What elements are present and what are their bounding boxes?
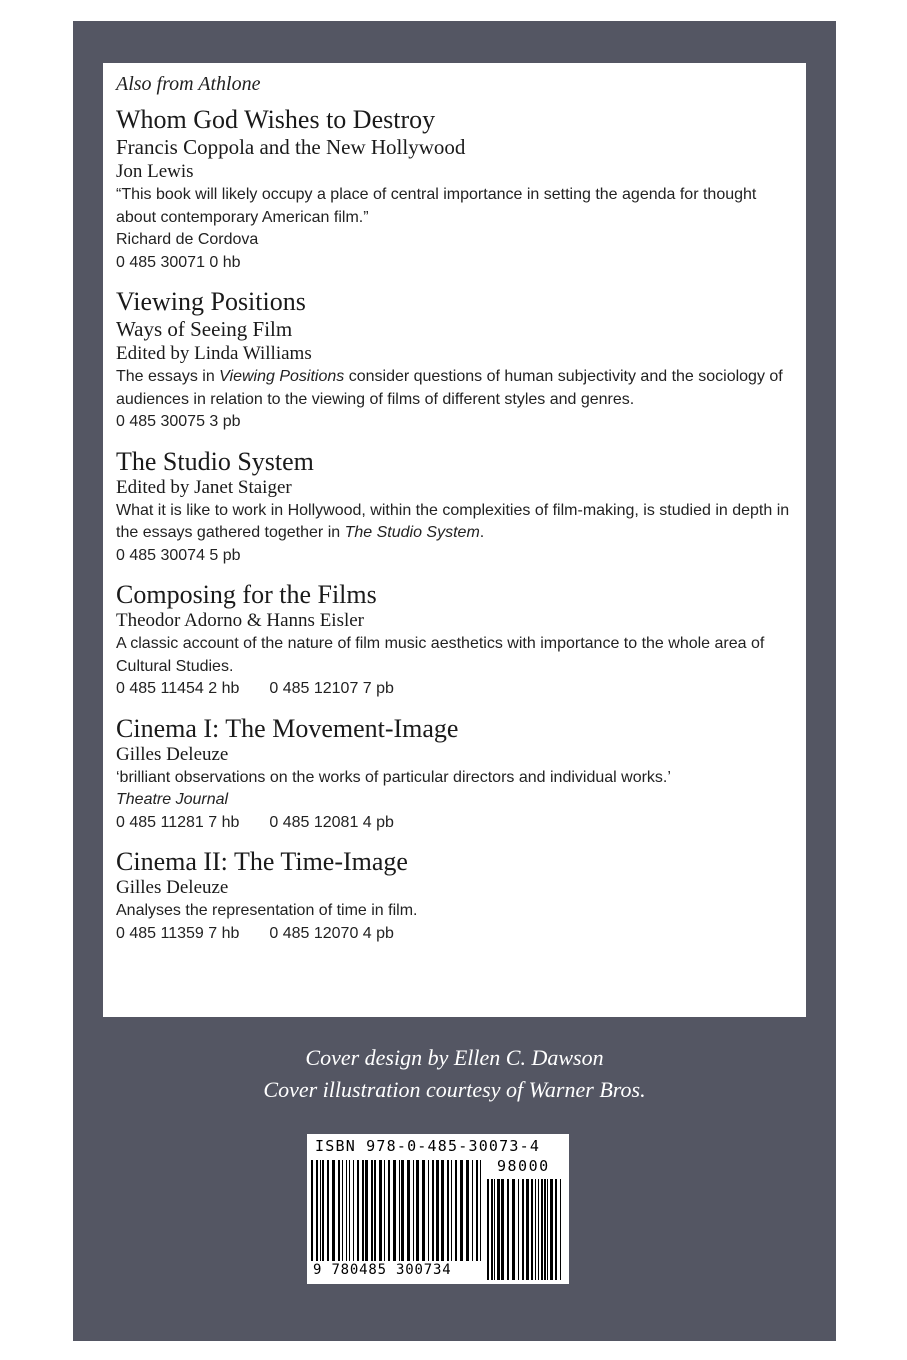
- barcode-bar: [531, 1179, 533, 1280]
- barcode-bar: [507, 1179, 509, 1280]
- barcode-bar: [535, 1179, 536, 1280]
- book-isbn: 0 485 30074 5 pb: [116, 546, 241, 564]
- barcode-bar: [480, 1160, 481, 1261]
- barcode-bar: [362, 1160, 364, 1261]
- barcode-bar: [320, 1160, 321, 1261]
- barcode-bar: [512, 1179, 515, 1280]
- book-title: Whom God Wishes to Destroy: [116, 105, 436, 134]
- book-author: Edited by Janet Staiger: [116, 476, 292, 498]
- book-entry: [116, 447, 792, 568]
- barcode-bar: [526, 1179, 529, 1280]
- barcode-bar: [322, 1160, 324, 1261]
- barcode-bar: [374, 1160, 376, 1261]
- book-isbn: 0 485 11359 7 hb 0 485 12070 4 pb: [116, 924, 394, 942]
- book-author: Edited by Linda Williams: [116, 343, 312, 364]
- barcode-bar: [550, 1179, 553, 1280]
- book-author: Gilles Deleuze: [116, 877, 229, 898]
- barcode-bar: [332, 1160, 335, 1261]
- barcode-bar: [346, 1160, 347, 1261]
- barcode-bar: [422, 1160, 425, 1261]
- book-entry: [116, 847, 792, 945]
- barcode-bar: [436, 1160, 439, 1261]
- barcode-isbn-label: ISBN 978-0-485-30073-4: [315, 1137, 541, 1155]
- book-entry: [116, 287, 792, 434]
- barcode-bar: [349, 1160, 350, 1261]
- barcode-bar: [316, 1160, 318, 1261]
- quote-source: Richard de Cordova: [116, 231, 259, 248]
- barcode-bar: [365, 1160, 368, 1261]
- cover-design-credit: Cover design by Ellen C. Dawson: [305, 1045, 604, 1070]
- book-author: Gilles Deleuze: [116, 743, 229, 765]
- book-title: Viewing Positions: [116, 287, 306, 316]
- barcode-bar: [451, 1160, 452, 1261]
- barcode-bar: [476, 1160, 478, 1261]
- barcode-bar: [522, 1179, 524, 1280]
- quote-source: Theatre Journal: [116, 791, 229, 808]
- barcode-bar: [460, 1160, 463, 1261]
- cover-illustration-credit: Cover illustration courtesy of Warner Bros.: [263, 1077, 646, 1102]
- barcode-bar: [491, 1179, 493, 1280]
- barcode-bar: [538, 1179, 539, 1280]
- book-description: What it is like to work in Hollywood, within the complexities of film-making, is studied in depth in the essays gathered together in The Studio System.: [116, 501, 790, 541]
- book-author: Theodor Adorno & Hanns Eisler: [116, 610, 365, 631]
- barcode-bar: [432, 1160, 434, 1261]
- barcode-bar: [466, 1160, 469, 1261]
- barcode-bar: [338, 1160, 340, 1261]
- book-description: Analyses the representation of time in film.: [116, 902, 418, 919]
- barcode-bar: [547, 1179, 548, 1280]
- barcode-bar: [357, 1160, 359, 1261]
- barcode-bar: [494, 1179, 495, 1280]
- barcode-price-code: 98000: [497, 1157, 550, 1175]
- barcode-bar: [447, 1160, 449, 1261]
- book-entry: [116, 714, 792, 835]
- barcode-bar: [518, 1179, 519, 1280]
- book-description: The essays in Viewing Positions consider questions of human subjectivity and the sociology of audiences in relation to the viewing of films of different styles and genres.: [116, 368, 783, 408]
- book-isbn: 0 485 11454 2 hb 0 485 12107 7 pb: [116, 680, 394, 697]
- book-isbn: 0 485 30071 0 hb: [116, 253, 241, 271]
- intro-heading: Also from Athlone: [116, 73, 261, 95]
- barcode-bar: [416, 1160, 419, 1261]
- barcode-bar: [501, 1179, 504, 1280]
- barcode-bar: [311, 1160, 313, 1261]
- book-entry: [116, 580, 792, 701]
- barcode-bar: [388, 1160, 390, 1261]
- barcode-bar: [544, 1179, 546, 1280]
- book-title: Cinema II: The Time-Image: [116, 847, 408, 876]
- cover-credits: [73, 1042, 836, 1106]
- book-title: Composing for the Films: [116, 580, 377, 609]
- book-list-panel: [103, 63, 806, 1017]
- barcode-bar: [399, 1160, 400, 1261]
- isbn-barcode: [307, 1134, 569, 1284]
- barcode-bar: [560, 1179, 561, 1280]
- book-subtitle: Ways of Seeing Film: [116, 317, 293, 341]
- barcode-bar: [455, 1160, 457, 1261]
- barcode-bar: [401, 1160, 404, 1261]
- book-description: A classic account of the nature of film music aesthetics with importance to the whole area of Cultural Studies.: [116, 635, 765, 675]
- book-subtitle: Francis Coppola and the New Hollywood: [116, 135, 466, 159]
- barcode-bar: [393, 1160, 396, 1261]
- book-title: The Studio System: [116, 446, 314, 476]
- barcode-bar: [407, 1160, 410, 1261]
- barcode-bar: [327, 1160, 329, 1261]
- barcode-bar: [379, 1160, 382, 1261]
- barcode-bar: [441, 1160, 444, 1261]
- barcode-bar: [487, 1179, 489, 1280]
- barcode-bar: [413, 1160, 414, 1261]
- book-description: ‘brilliant observations on the works of particular directors and individual works.’: [116, 768, 671, 786]
- barcode-bar: [371, 1160, 373, 1261]
- barcode-digits: 9 780485 300734: [313, 1262, 452, 1278]
- book-entry: [116, 105, 792, 274]
- barcode-bar: [555, 1179, 557, 1280]
- book-description: “This book will likely occupy a place of central importance in setting the agenda for thought about contemporary American film.”: [116, 186, 757, 226]
- barcode-bar: [384, 1160, 385, 1261]
- barcode-bar: [342, 1160, 343, 1261]
- book-isbn: 0 485 30075 3 pb: [116, 413, 241, 430]
- barcode-bar: [428, 1160, 429, 1261]
- barcode-bar: [541, 1179, 543, 1280]
- book-author: Jon Lewis: [116, 161, 194, 182]
- book-isbn: 0 485 11281 7 hb 0 485 12081 4 pb: [116, 813, 394, 831]
- barcode-bar: [497, 1179, 500, 1280]
- barcode-bar: [353, 1160, 354, 1261]
- barcode-bar: [472, 1160, 473, 1261]
- book-title: Cinema I: The Movement-Image: [116, 713, 459, 743]
